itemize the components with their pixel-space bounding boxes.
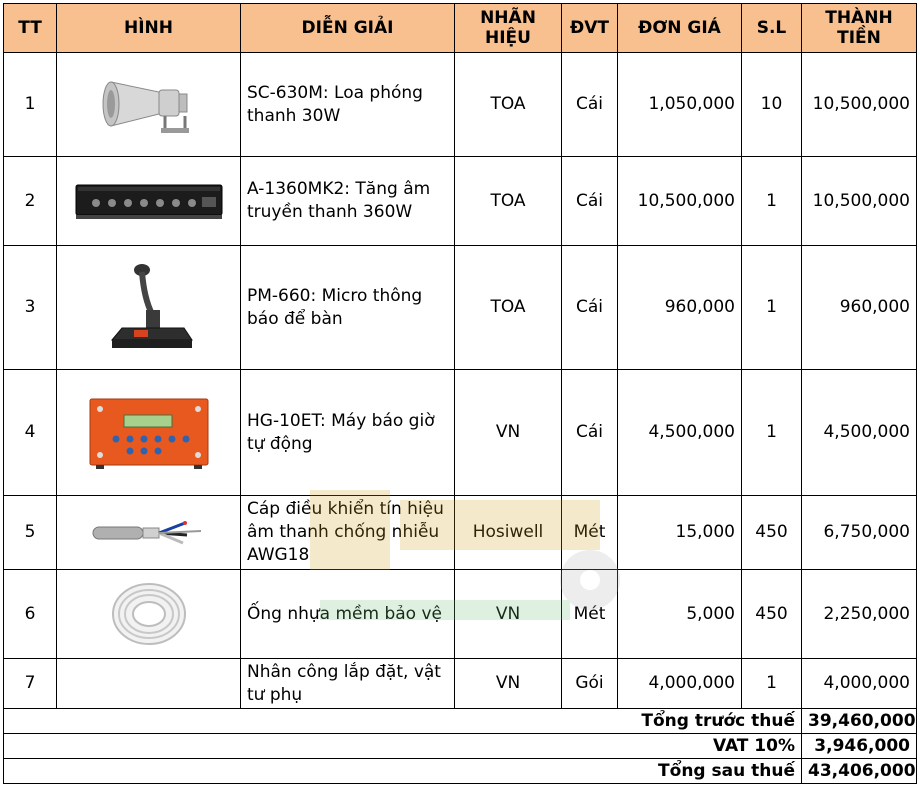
header-desc: DIỄN GIẢI <box>241 4 455 53</box>
vat-value: 3,946,000 <box>802 734 917 759</box>
cell-total: 2,250,000 <box>802 570 917 659</box>
cell-brand: VN <box>455 659 562 709</box>
cell-price: 10,500,000 <box>618 157 742 246</box>
cell-image <box>57 53 241 157</box>
table-row <box>4 496 917 570</box>
cell-tt: 2 <box>4 157 57 246</box>
cell-brand: TOA <box>455 53 562 157</box>
cell-price: 1,050,000 <box>618 53 742 157</box>
cell-desc: PM-660: Micro thông báo để bàn <box>241 246 455 370</box>
header-unit: ĐVT <box>562 4 618 53</box>
cell-tt: 7 <box>4 659 57 709</box>
cell-tt: 4 <box>4 370 57 496</box>
cell-qty: 450 <box>742 570 802 659</box>
subtotal-value: 39,460,000 <box>802 709 917 734</box>
cell-total: 10,500,000 <box>802 53 917 157</box>
header-brand: NHÃN HIỆU <box>455 4 562 53</box>
cell-qty: 1 <box>742 659 802 709</box>
cell-brand: VN <box>455 370 562 496</box>
cell-tt: 1 <box>4 53 57 157</box>
cell-desc: Ống nhựa mềm bảo vệ <box>241 570 455 659</box>
cell-qty: 450 <box>742 496 802 570</box>
cell-unit: Mét <box>562 570 618 659</box>
cell-unit: Gói <box>562 659 618 709</box>
cell-unit: Mét <box>562 496 618 570</box>
conduit-coil-icon <box>57 579 240 649</box>
cell-image <box>57 370 241 496</box>
cell-desc: A-1360MK2: Tăng âm truyền thanh 360W <box>241 157 455 246</box>
cell-total: 4,000,000 <box>802 659 917 709</box>
cell-image <box>57 246 241 370</box>
vat-label: VAT 10% <box>4 734 802 759</box>
table-row <box>4 570 917 659</box>
header-qty: S.L <box>742 4 802 53</box>
horn-speaker-icon <box>57 70 240 140</box>
table-row <box>4 659 917 709</box>
header-price: ĐƠN GIÁ <box>618 4 742 53</box>
cell-image <box>57 659 241 709</box>
summary-row-vat <box>4 734 917 759</box>
header-total: THÀNH TIỀN <box>802 4 917 53</box>
cell-unit: Cái <box>562 246 618 370</box>
header-image: HÌNH <box>57 4 241 53</box>
cell-qty: 1 <box>742 370 802 496</box>
cell-desc: HG-10ET: Máy báo giờ tự động <box>241 370 455 496</box>
cell-unit: Cái <box>562 370 618 496</box>
cell-image <box>57 157 241 246</box>
table-row <box>4 370 917 496</box>
cell-brand: TOA <box>455 246 562 370</box>
grand-total-value: 43,406,000 <box>802 759 917 784</box>
cell-qty: 10 <box>742 53 802 157</box>
cell-tt: 6 <box>4 570 57 659</box>
grand-total-label: Tổng sau thuế <box>4 759 802 784</box>
header-tt: TT <box>4 4 57 53</box>
table-row <box>4 157 917 246</box>
bell-timer-icon <box>57 393 240 473</box>
desk-microphone-icon <box>57 258 240 358</box>
cell-total: 10,500,000 <box>802 157 917 246</box>
signal-cable-icon <box>57 513 240 553</box>
subtotal-label: Tổng trước thuế <box>4 709 802 734</box>
cell-total: 4,500,000 <box>802 370 917 496</box>
cell-desc: SC-630M: Loa phóng thanh 30W <box>241 53 455 157</box>
header-row <box>4 4 917 53</box>
cell-unit: Cái <box>562 53 618 157</box>
summary-row-grand <box>4 759 917 784</box>
quotation-table <box>3 3 917 784</box>
cell-price: 4,500,000 <box>618 370 742 496</box>
amplifier-icon <box>57 179 240 223</box>
cell-tt: 3 <box>4 246 57 370</box>
cell-qty: 1 <box>742 246 802 370</box>
cell-tt: 5 <box>4 496 57 570</box>
cell-brand: Hosiwell <box>455 496 562 570</box>
cell-price: 960,000 <box>618 246 742 370</box>
cell-brand: VN <box>455 570 562 659</box>
cell-desc: Nhân công lắp đặt, vật tư phụ <box>241 659 455 709</box>
cell-total: 6,750,000 <box>802 496 917 570</box>
cell-total: 960,000 <box>802 246 917 370</box>
cell-price: 4,000,000 <box>618 659 742 709</box>
cell-price: 15,000 <box>618 496 742 570</box>
cell-image <box>57 496 241 570</box>
table-row <box>4 53 917 157</box>
summary-row-subtotal <box>4 709 917 734</box>
table-row <box>4 246 917 370</box>
cell-desc: Cáp điều khiển tín hiệu âm thanh chống nhiễu AWG18 <box>241 496 455 570</box>
cell-brand: TOA <box>455 157 562 246</box>
cell-price: 5,000 <box>618 570 742 659</box>
cell-qty: 1 <box>742 157 802 246</box>
cell-image <box>57 570 241 659</box>
cell-unit: Cái <box>562 157 618 246</box>
